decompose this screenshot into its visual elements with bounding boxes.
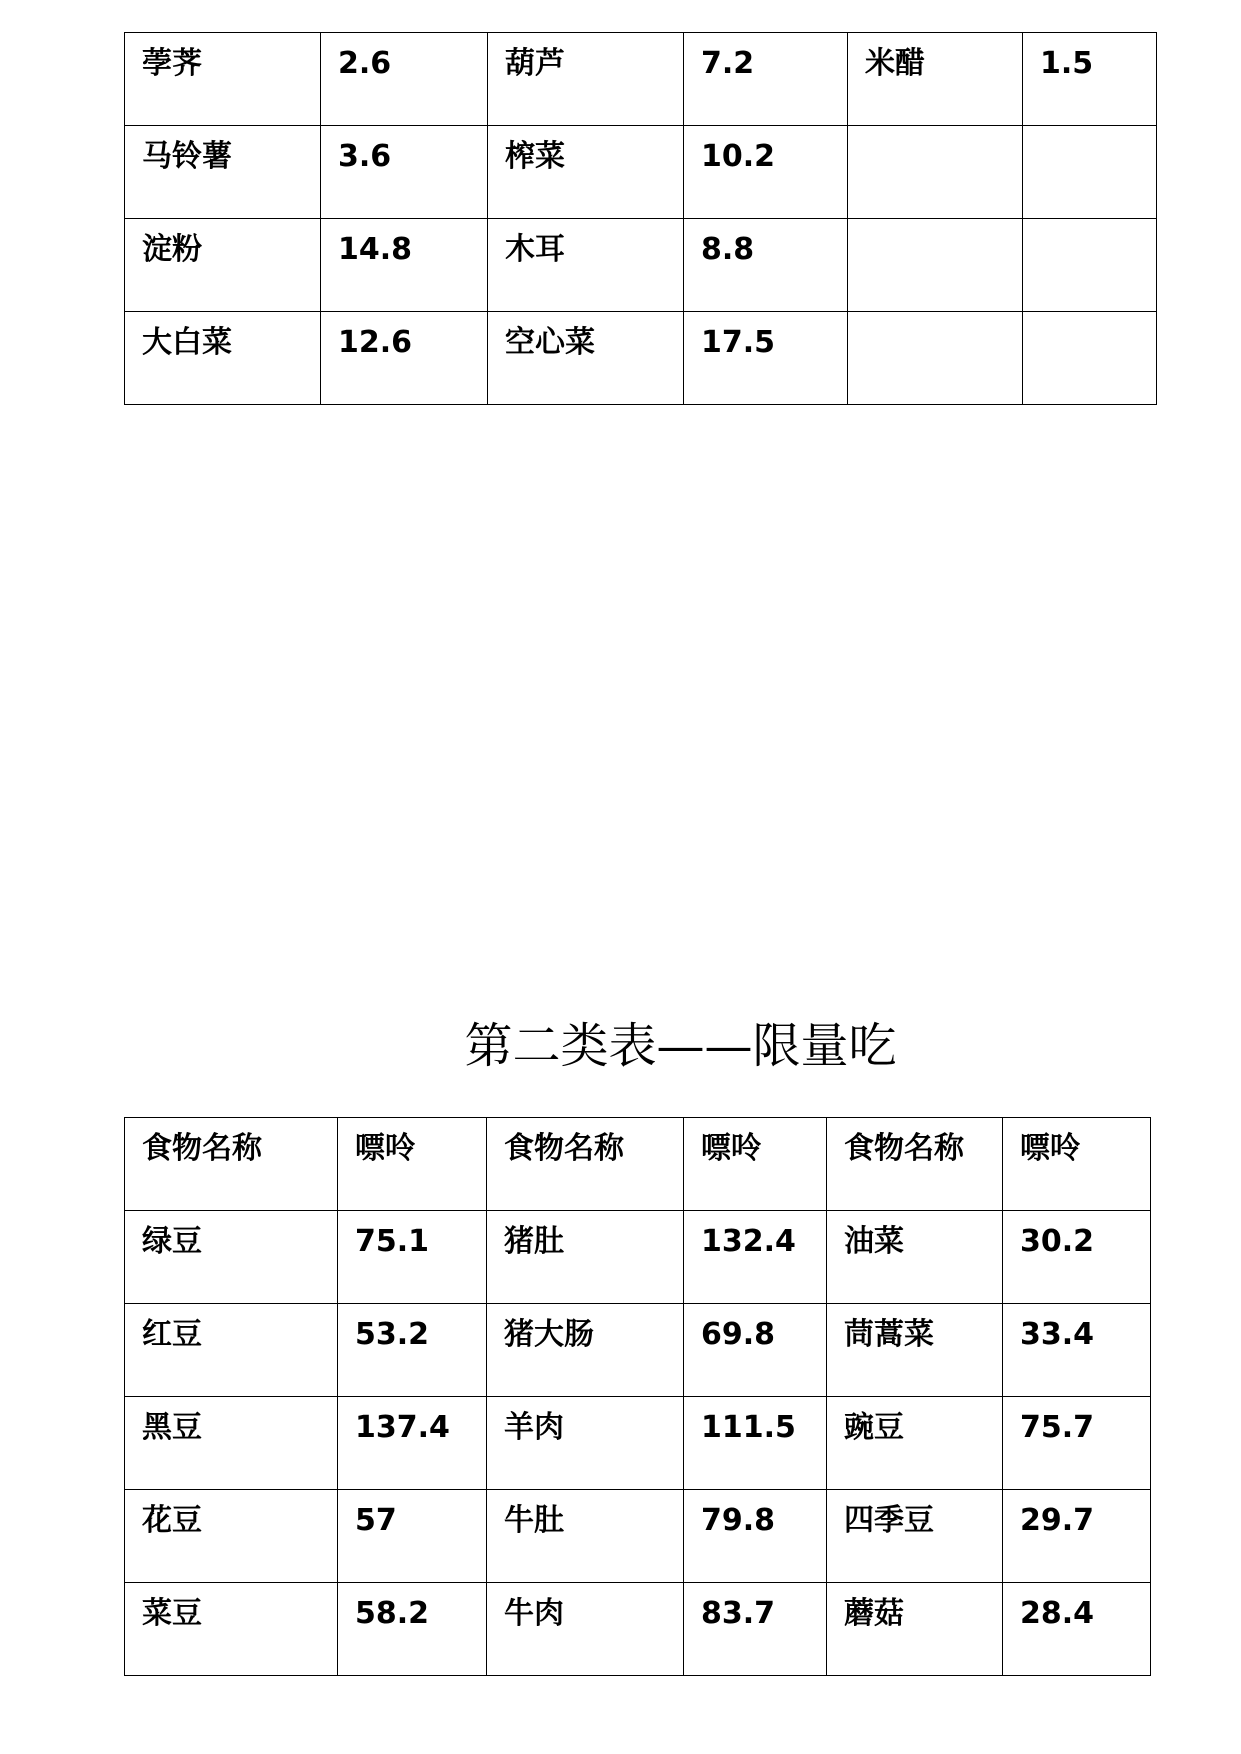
header-purine: 嘌呤	[684, 1118, 827, 1211]
food-name-cell: 蘑菇	[827, 1583, 1003, 1676]
header-purine: 嘌呤	[338, 1118, 487, 1211]
table-row	[125, 1304, 1151, 1397]
table-row	[125, 1211, 1151, 1304]
purine-value-cell: 7.2	[684, 33, 848, 126]
food-name-cell: 花豆	[125, 1490, 338, 1583]
food-name-cell: 空心菜	[488, 312, 684, 405]
purine-value-cell: 69.8	[684, 1304, 827, 1397]
table-row	[125, 219, 1157, 312]
purine-value-cell: 28.4	[1003, 1583, 1151, 1676]
food-name-cell: 马铃薯	[125, 126, 321, 219]
purine-value-cell: 132.4	[684, 1211, 827, 1304]
purine-value-cell: 12.6	[321, 312, 488, 405]
table-row	[125, 126, 1157, 219]
food-name-cell: 榨菜	[488, 126, 684, 219]
table-row	[125, 33, 1157, 126]
purine-value-cell: 58.2	[338, 1583, 487, 1676]
food-name-cell: 绿豆	[125, 1211, 338, 1304]
purine-value-cell: 17.5	[684, 312, 848, 405]
food-name-cell	[848, 219, 1023, 312]
food-name-cell: 牛肚	[487, 1490, 684, 1583]
purine-value-cell: 111.5	[684, 1397, 827, 1490]
food-name-cell	[848, 126, 1023, 219]
purine-value-cell: 33.4	[1003, 1304, 1151, 1397]
food-name-cell: 牛肉	[487, 1583, 684, 1676]
purine-value-cell: 1.5	[1023, 33, 1157, 126]
food-name-cell: 茼蒿菜	[827, 1304, 1003, 1397]
food-name-cell: 菜豆	[125, 1583, 338, 1676]
purine-value-cell: 10.2	[684, 126, 848, 219]
header-food-name: 食物名称	[487, 1118, 684, 1211]
food-name-cell: 大白菜	[125, 312, 321, 405]
header-food-name: 食物名称	[827, 1118, 1003, 1211]
food-name-cell: 黑豆	[125, 1397, 338, 1490]
table-row	[125, 312, 1157, 405]
purine-value-cell: 83.7	[684, 1583, 827, 1676]
food-name-cell: 米醋	[848, 33, 1023, 126]
purine-value-cell: 75.7	[1003, 1397, 1151, 1490]
purine-value-cell: 75.1	[338, 1211, 487, 1304]
purine-value-cell: 30.2	[1003, 1211, 1151, 1304]
food-name-cell: 猪大肠	[487, 1304, 684, 1397]
purine-value-cell: 8.8	[684, 219, 848, 312]
table-row	[125, 1490, 1151, 1583]
food-name-cell: 荸荠	[125, 33, 321, 126]
food-name-cell: 豌豆	[827, 1397, 1003, 1490]
second-table-title: 第二类表——限量吃	[464, 1018, 897, 1074]
food-purine-table-continued	[124, 32, 1157, 405]
header-food-name: 食物名称	[125, 1118, 338, 1211]
food-name-cell: 四季豆	[827, 1490, 1003, 1583]
purine-value-cell: 79.8	[684, 1490, 827, 1583]
table-row	[125, 1397, 1151, 1490]
food-name-cell: 葫芦	[488, 33, 684, 126]
food-name-cell: 猪肚	[487, 1211, 684, 1304]
food-name-cell: 红豆	[125, 1304, 338, 1397]
purine-value-cell: 29.7	[1003, 1490, 1151, 1583]
purine-value-cell: 57	[338, 1490, 487, 1583]
table-header-row	[125, 1118, 1151, 1211]
food-name-cell: 油菜	[827, 1211, 1003, 1304]
purine-value-cell: 53.2	[338, 1304, 487, 1397]
purine-value-cell: 14.8	[321, 219, 488, 312]
food-name-cell: 羊肉	[487, 1397, 684, 1490]
purine-value-cell: 3.6	[321, 126, 488, 219]
purine-value-cell	[1023, 219, 1157, 312]
food-name-cell: 木耳	[488, 219, 684, 312]
purine-value-cell: 137.4	[338, 1397, 487, 1490]
header-purine: 嘌呤	[1003, 1118, 1151, 1211]
food-name-cell	[848, 312, 1023, 405]
table-row	[125, 1583, 1151, 1676]
purine-value-cell	[1023, 312, 1157, 405]
limited-intake-food-table	[124, 1117, 1151, 1676]
purine-value-cell: 2.6	[321, 33, 488, 126]
purine-value-cell	[1023, 126, 1157, 219]
food-name-cell: 淀粉	[125, 219, 321, 312]
